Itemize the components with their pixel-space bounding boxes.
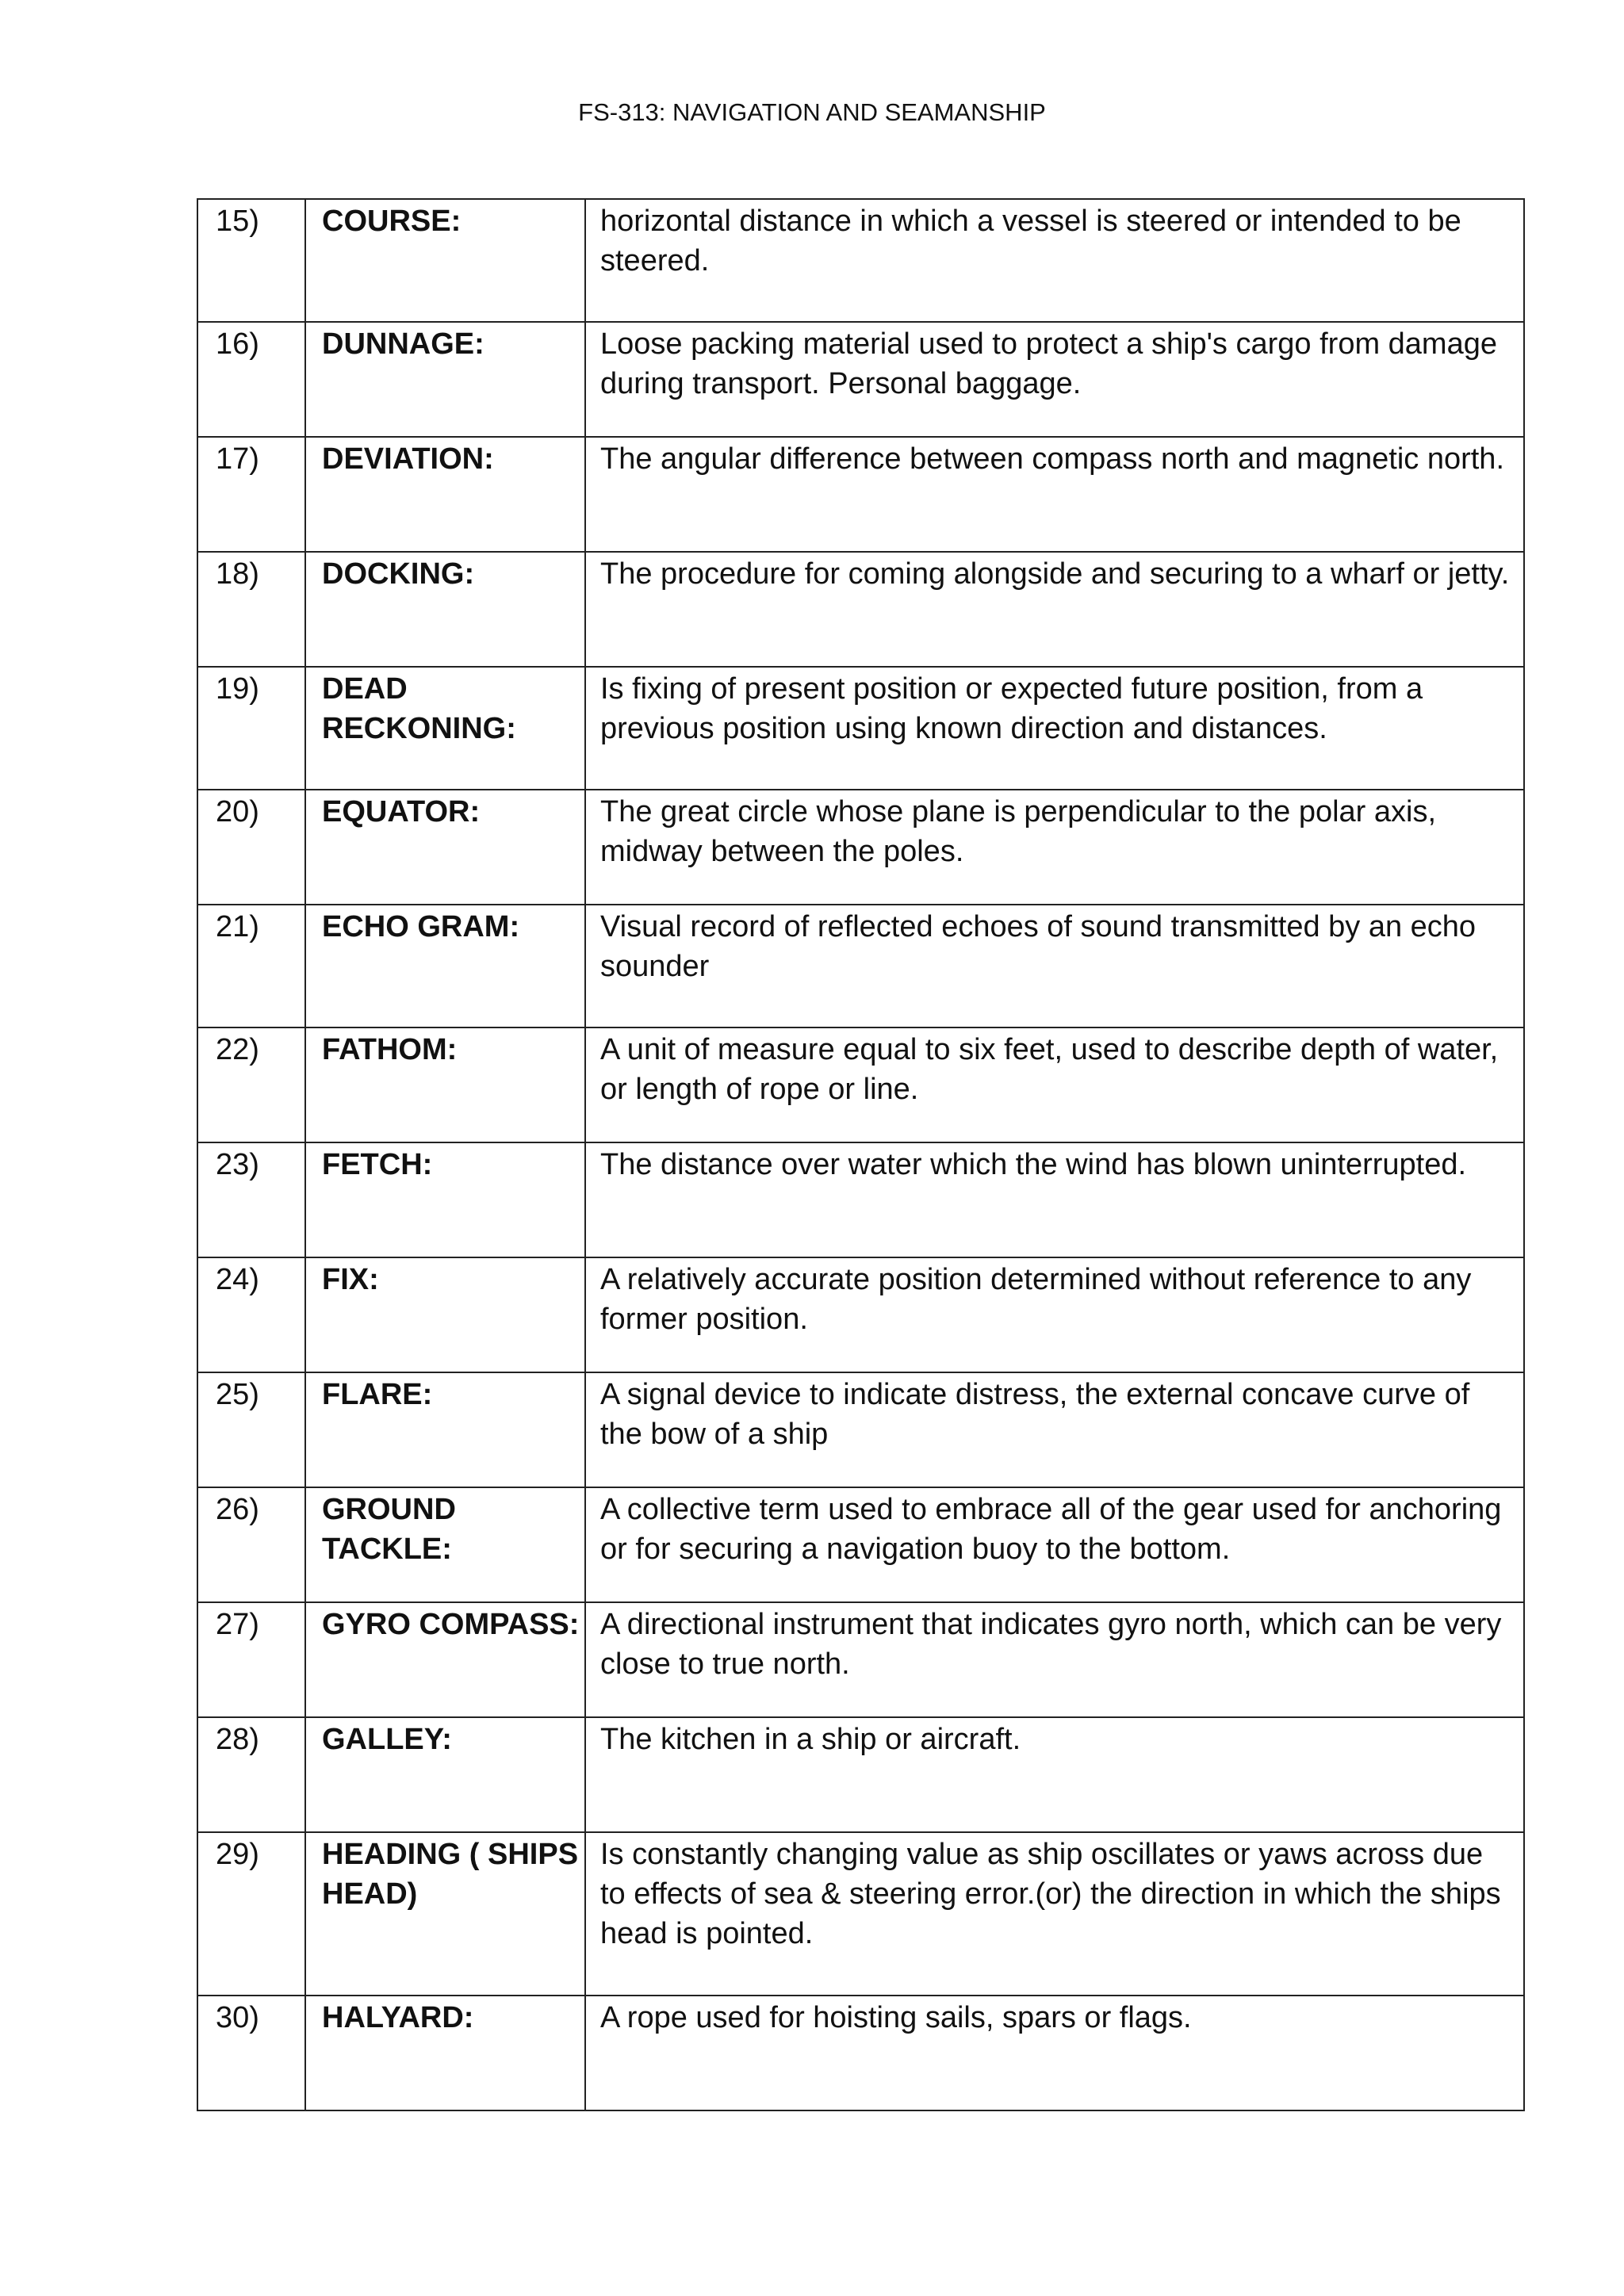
definition: The distance over water which the wind has blown uninterrupted. <box>585 1142 1524 1257</box>
term: ECHO GRAM: <box>305 905 585 1027</box>
term: GYRO COMPASS: <box>305 1602 585 1717</box>
term: FLARE: <box>305 1372 585 1487</box>
table-row <box>197 905 1524 1027</box>
table-row <box>197 199 1524 322</box>
term: FIX: <box>305 1257 585 1372</box>
definition: A unit of measure equal to six feet, used to describe depth of water, or length of rope or line. <box>585 1027 1524 1142</box>
term: FETCH: <box>305 1142 585 1257</box>
definition: The kitchen in a ship or aircraft. <box>585 1717 1524 1832</box>
definition: The great circle whose plane is perpendicular to the polar axis, midway between the poles. <box>585 790 1524 905</box>
table-row <box>197 1257 1524 1372</box>
row-number: 30) <box>197 1996 305 2110</box>
term: GALLEY: <box>305 1717 585 1832</box>
table-row <box>197 1372 1524 1487</box>
definition: A directional instrument that indicates gyro north, which can be very close to true north. <box>585 1602 1524 1717</box>
row-number: 19) <box>197 667 305 790</box>
term: FATHOM: <box>305 1027 585 1142</box>
table-row <box>197 1832 1524 1996</box>
table-row <box>197 1996 1524 2110</box>
term: DOCKING: <box>305 552 585 667</box>
table-row <box>197 1142 1524 1257</box>
row-number: 15) <box>197 199 305 322</box>
definition: Is constantly changing value as ship oscillates or yaws across due to effects of sea & steering error.(or) the direction in which the ships head is pointed. <box>585 1832 1524 1996</box>
table-row <box>197 552 1524 667</box>
row-number: 23) <box>197 1142 305 1257</box>
term: HEADING ( SHIPS HEAD) <box>305 1832 585 1996</box>
definition: A collective term used to embrace all of the gear used for anchoring or for securing a navigation buoy to the bottom. <box>585 1487 1524 1602</box>
row-number: 25) <box>197 1372 305 1487</box>
row-number: 16) <box>197 322 305 437</box>
row-number: 28) <box>197 1717 305 1832</box>
glossary-table <box>197 198 1525 2111</box>
table-row <box>197 1717 1524 1832</box>
term: COURSE: <box>305 199 585 322</box>
row-number: 24) <box>197 1257 305 1372</box>
term: DEVIATION: <box>305 437 585 552</box>
table-row <box>197 667 1524 790</box>
table-row <box>197 1027 1524 1142</box>
table-row <box>197 322 1524 437</box>
row-number: 29) <box>197 1832 305 1996</box>
definition: The procedure for coming alongside and securing to a wharf or jetty. <box>585 552 1524 667</box>
term: DUNNAGE: <box>305 322 585 437</box>
row-number: 26) <box>197 1487 305 1602</box>
row-number: 18) <box>197 552 305 667</box>
row-number: 22) <box>197 1027 305 1142</box>
definition: Is fixing of present position or expected future position, from a previous position using known direction and distances. <box>585 667 1524 790</box>
term: DEAD RECKONING: <box>305 667 585 790</box>
definition: A signal device to indicate distress, the external concave curve of the bow of a ship <box>585 1372 1524 1487</box>
definition: horizontal distance in which a vessel is steered or intended to be steered. <box>585 199 1524 322</box>
row-number: 20) <box>197 790 305 905</box>
term: EQUATOR: <box>305 790 585 905</box>
row-number: 21) <box>197 905 305 1027</box>
definition: Loose packing material used to protect a ship's cargo from damage during transport. Personal baggage. <box>585 322 1524 437</box>
definition: The angular difference between compass north and magnetic north. <box>585 437 1524 552</box>
term: HALYARD: <box>305 1996 585 2110</box>
term: GROUND TACKLE: <box>305 1487 585 1602</box>
table-row <box>197 1602 1524 1717</box>
definition: A rope used for hoisting sails, spars or flags. <box>585 1996 1524 2110</box>
table-row <box>197 437 1524 552</box>
table-row <box>197 1487 1524 1602</box>
row-number: 17) <box>197 437 305 552</box>
table-row <box>197 790 1524 905</box>
definition: A relatively accurate position determined without reference to any former position. <box>585 1257 1524 1372</box>
row-number: 27) <box>197 1602 305 1717</box>
page-header: FS-313: NAVIGATION AND SEAMANSHIP <box>578 98 1046 126</box>
definition: Visual record of reflected echoes of sound transmitted by an echo sounder <box>585 905 1524 1027</box>
